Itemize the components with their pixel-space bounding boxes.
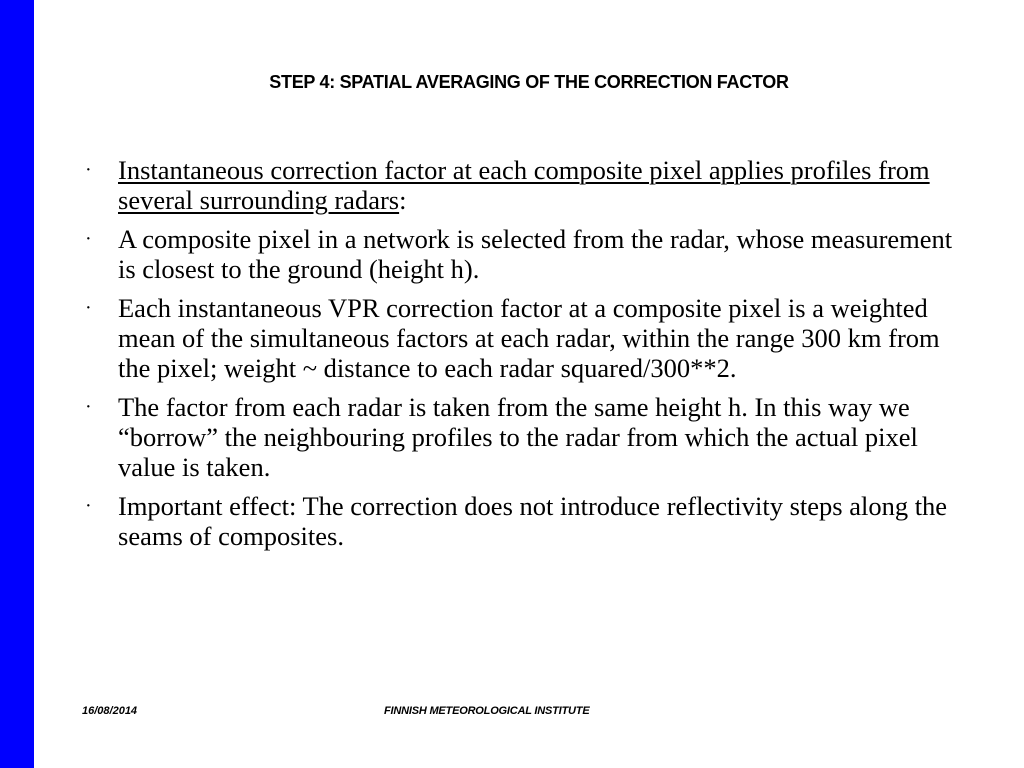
bullet-marker: ·: [85, 495, 92, 517]
bullet-text: :: [399, 185, 407, 215]
footer-organization: FINNISH METEOROLOGICAL INSTITUTE: [384, 705, 590, 717]
bullet-list: [80, 155, 960, 560]
bullet-text: A composite pixel in a network is selected from the radar, whose measurement is closest to the ground (height h).: [118, 224, 953, 284]
bullet-text: Each instantaneous VPR correction factor at a composite pixel is a weighted mean of the simultaneous factors at each radar, within the range 300 km from the pixel; weight ~ distance to each radar squared/300**2.: [118, 293, 940, 383]
bullet-text: Important effect: The correction does not introduce reflectivity steps along the seams of composites.: [118, 491, 948, 551]
bullet-item-2: [80, 224, 960, 284]
bullet-item-4: [80, 392, 960, 482]
accent-bar: [0, 0, 34, 768]
footer-date: 16/08/2014: [82, 705, 138, 717]
bullet-item-3: [80, 293, 960, 383]
bullet-marker: ·: [85, 396, 92, 418]
bullet-text: The factor from each radar is taken from the same height h. In this way we “borrow” the neighbouring profiles to the radar from which the actual pixel value is taken.: [118, 392, 918, 482]
bullet-item-5: [80, 491, 960, 551]
bullet-marker: ·: [85, 297, 92, 319]
slide-title: STEP 4: SPATIAL AVERAGING OF THE CORRECTION FACTOR: [269, 72, 789, 92]
bullet-marker: ·: [85, 159, 92, 181]
bullet-marker: ·: [85, 228, 92, 250]
bullet-item-1: [80, 155, 960, 215]
bullet-underlined-text: Instantaneous correction factor at each composite pixel applies profiles from several surrounding radars: [118, 155, 930, 215]
